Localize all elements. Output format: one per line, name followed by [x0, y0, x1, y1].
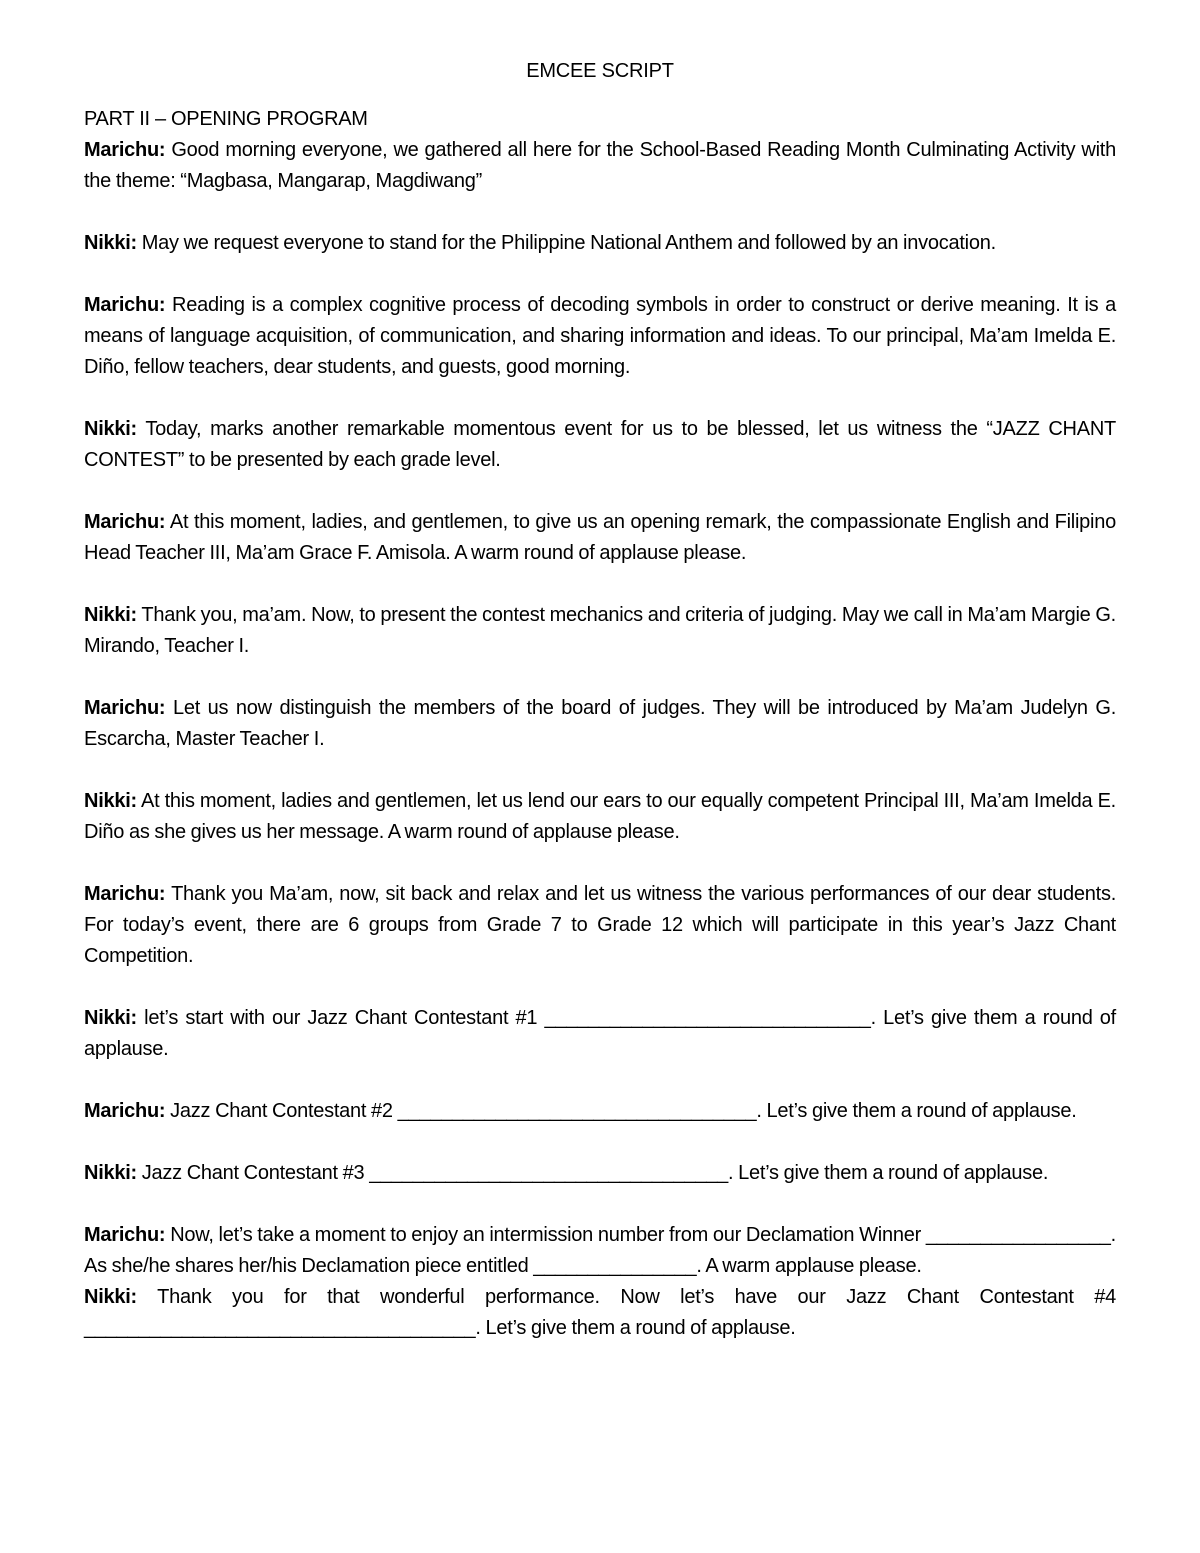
line-text: At this moment, ladies and gentlemen, let us lend our ears to our equally competent Principal III, Ma’am Imelda E. Diño as she gives us her message. A warm round of applause please.	[84, 790, 1116, 843]
line-text: Thank you, ma’am. Now, to present the contest mechanics and criteria of judging. May we call in Ma’am Margie G. Mirando, Teacher I.	[84, 604, 1116, 657]
document-title: EMCEE SCRIPT	[526, 60, 674, 82]
line-text: let’s start with our Jazz Chant Contestant #1 ______________________________. Let’s give them a round of applause.	[84, 1007, 1116, 1060]
line-text: Jazz Chant Contestant #3 _________________________________. Let’s give them a round of applause.	[136, 1162, 1049, 1184]
speaker-label: Marichu:	[84, 697, 166, 719]
speaker-label: Marichu:	[84, 1224, 166, 1246]
script-line	[84, 1096, 1116, 1127]
script-line	[84, 414, 1116, 476]
speaker-label: Marichu:	[84, 1100, 166, 1122]
script-line	[84, 786, 1116, 848]
line-text: Jazz Chant Contestant #2 _________________________________. Let’s give them a round of applause.	[165, 1100, 1077, 1122]
section-heading: PART II – OPENING PROGRAM	[84, 108, 368, 130]
speaker-label: Marichu:	[84, 883, 166, 905]
line-text: Today, marks another remarkable momentous event for us to be blessed, let us witness the “JAZZ CHANT CONTEST” to be presented by each grade level.	[84, 418, 1116, 471]
speaker-label: Nikki:	[84, 1286, 137, 1308]
script-line	[84, 600, 1116, 662]
speaker-label: Nikki:	[84, 232, 137, 254]
speaker-label: Nikki:	[84, 790, 137, 812]
speaker-label: Nikki:	[84, 1007, 137, 1029]
line-text: At this moment, ladies, and gentlemen, to give us an opening remark, the compassionate English and Filipino Head Teacher III, Ma’am Grace F. Amisola. A warm round of applause please.	[84, 511, 1116, 564]
speaker-label: Marichu:	[84, 511, 166, 533]
line-text: Reading is a complex cognitive process of decoding symbols in order to construct or derive meaning. It is a means of language acquisition, of communication, and sharing information and ideas. To our principal, Ma’am Imelda E. Diño, fellow teachers, dear students, and guests, good morning.	[84, 294, 1116, 378]
speaker-label: Marichu:	[84, 294, 166, 316]
script-line	[84, 228, 1116, 259]
speaker-label: Nikki:	[84, 604, 137, 626]
script-line	[84, 1220, 1116, 1282]
speaker-label: Marichu:	[84, 139, 166, 161]
script-line	[84, 135, 1116, 197]
script-line	[84, 1158, 1116, 1189]
line-text: Now, let’s take a moment to enjoy an intermission number from our Declamation Winner _________________. As she/he shares her/his Declamation piece entitled _______________. A warm applause please.	[84, 1224, 1116, 1277]
script-line	[84, 290, 1116, 383]
line-text: Thank you for that wonderful performance. Now let’s have our Jazz Chant Contestant #4 ____________________________________. Let’s give them a round of applause.	[84, 1286, 1116, 1339]
script-line	[84, 1282, 1116, 1344]
script-line	[84, 879, 1116, 972]
script-line	[84, 1003, 1116, 1065]
line-text: Good morning everyone, we gathered all here for the School-Based Reading Month Culminating Activity with the theme: “Magbasa, Mangarap, Magdiwang”	[84, 139, 1116, 192]
speaker-label: Nikki:	[84, 418, 137, 440]
script-line	[84, 693, 1116, 755]
script-body	[84, 104, 1116, 1344]
line-text: May we request everyone to stand for the Philippine National Anthem and followed by an invocation.	[136, 232, 996, 254]
line-text: Let us now distinguish the members of the board of judges. They will be introduced by Ma’am Judelyn G. Escarcha, Master Teacher I.	[84, 697, 1116, 750]
speaker-label: Nikki:	[84, 1162, 137, 1184]
script-line	[84, 507, 1116, 569]
line-text: Thank you Ma’am, now, sit back and relax and let us witness the various performances of our dear students. For today’s event, there are 6 groups from Grade 7 to Grade 12 which will participate in this year’s Jazz Chant Competition.	[84, 883, 1116, 967]
